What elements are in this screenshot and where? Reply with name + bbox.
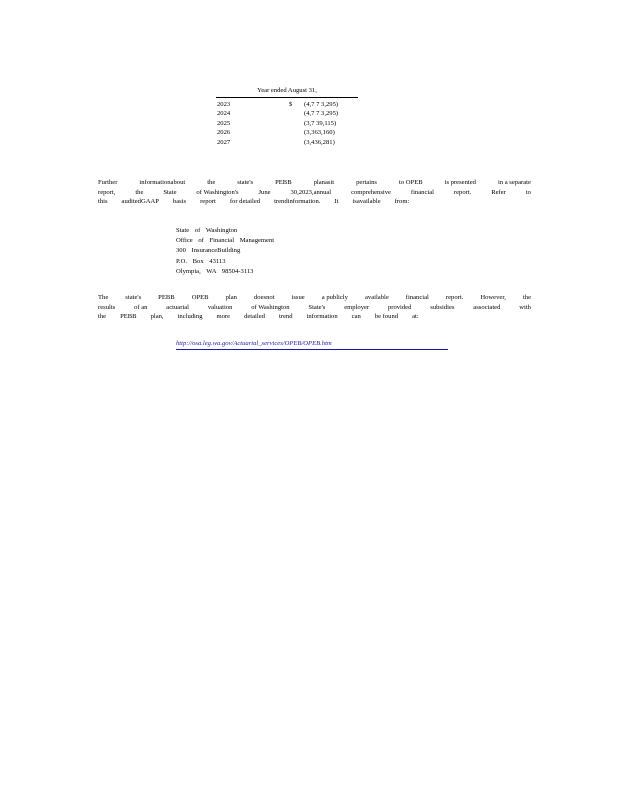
word: It — [334, 198, 339, 206]
paragraph-line — [98, 188, 531, 198]
word: at: — [412, 313, 419, 321]
word: PEBB — [120, 313, 137, 321]
word: state's — [125, 294, 142, 301]
word: valuation — [207, 303, 233, 311]
word: report, — [98, 188, 116, 196]
word: planasit — [313, 179, 335, 186]
word: financial — [410, 188, 434, 196]
word: State — [163, 188, 177, 196]
table-header: Year ended August 31, — [257, 87, 317, 94]
address-line: P.O. Box 43113 — [176, 257, 226, 265]
word: provided — [387, 303, 412, 311]
address-line: Olympia, WA 98504-3113 — [176, 267, 254, 275]
paragraph-pebb-opeb-report — [98, 293, 531, 322]
mailing-address — [176, 226, 274, 277]
word: plan, — [150, 313, 164, 321]
row-amount: (3,363,160) — [304, 129, 335, 137]
word: results — [98, 303, 116, 311]
word: plan — [225, 294, 237, 301]
word: PEBB — [275, 179, 292, 186]
actuarial-services-link[interactable]: http://osa.leg.wa.gov/Actuarial_services/OPEB/OPEB.htm — [176, 340, 332, 347]
projection-table — [216, 87, 358, 146]
word: to — [525, 188, 531, 196]
row-amount: (3,7 39,115) — [304, 119, 337, 127]
paragraph-line — [98, 197, 531, 207]
row-year: 2024 — [217, 110, 231, 118]
address-line: State of Washington — [176, 227, 238, 234]
word: report. — [453, 188, 472, 196]
word: state's — [237, 179, 254, 186]
row-year: 2023 — [217, 101, 231, 108]
word: the — [522, 294, 531, 301]
word: subsidies — [430, 303, 455, 311]
word: 30,2023,annual — [290, 188, 332, 196]
word: actuarial — [166, 303, 189, 311]
row-currency: $ — [289, 101, 293, 108]
word: report. — [445, 294, 464, 301]
table-row — [216, 129, 358, 138]
word: including — [177, 313, 203, 321]
word: issue — [291, 294, 305, 301]
table-row — [216, 120, 358, 129]
word: trend — [278, 313, 293, 321]
word: associated — [473, 303, 501, 311]
paragraph-line — [98, 293, 531, 303]
paragraph-line — [98, 312, 531, 322]
word: detailed — [244, 313, 265, 321]
table-header-rule — [216, 97, 358, 98]
table-row — [216, 101, 358, 110]
word: isavailable — [352, 198, 381, 206]
word: the — [98, 313, 107, 321]
word: be found — [374, 313, 399, 321]
word: Refer — [491, 188, 506, 196]
word: doesnot — [253, 294, 275, 301]
word: report — [200, 198, 216, 206]
word: the — [135, 188, 144, 196]
word: comprehensive — [351, 188, 391, 196]
paragraph-line — [98, 303, 531, 313]
word: more — [216, 313, 231, 321]
row-amount: (3,436,281) — [304, 138, 335, 146]
word: trendinformation. — [274, 198, 321, 206]
word: information — [306, 313, 338, 321]
word: basis — [172, 198, 187, 206]
row-year: 2025 — [217, 119, 231, 127]
word: pertains — [356, 179, 377, 186]
word: auditedGAAP — [121, 198, 159, 206]
word: The — [98, 294, 109, 301]
word: from: — [394, 198, 410, 206]
row-amount: (4,7 7 3,295) — [304, 110, 339, 118]
word: for detailed — [229, 198, 261, 206]
word: financial — [405, 294, 429, 301]
address-line: 300 InsuranceBuilding — [176, 247, 241, 255]
word: with — [519, 303, 531, 311]
word: a publicly — [321, 294, 348, 301]
word: is presented — [444, 179, 476, 186]
word: to OPEB — [399, 179, 423, 186]
address-line: Office of Financial Management — [176, 237, 275, 245]
link-underline — [176, 349, 448, 350]
word: in a separate — [497, 179, 531, 186]
paragraph-line — [98, 178, 531, 188]
word: available — [364, 294, 389, 301]
word: employer — [344, 303, 370, 311]
word: State's — [308, 303, 326, 311]
word: of Washington — [251, 303, 290, 311]
word: of an — [134, 303, 148, 311]
word: the — [207, 179, 216, 186]
word: can — [351, 313, 361, 321]
paragraph-further-information — [98, 178, 531, 207]
table-row — [216, 110, 358, 119]
row-year: 2027 — [217, 138, 231, 146]
word: PEBB — [158, 294, 175, 301]
word: Further — [98, 179, 118, 186]
word: this — [98, 198, 108, 206]
word: OPEB — [191, 294, 209, 301]
row-year: 2026 — [217, 129, 231, 137]
word: of Washington's — [196, 188, 239, 196]
word: However, — [480, 294, 506, 301]
word: June — [258, 188, 271, 196]
row-amount: (4,7 7 3,295) — [304, 101, 339, 108]
table-row — [216, 139, 358, 148]
word: informationabout — [139, 179, 186, 186]
